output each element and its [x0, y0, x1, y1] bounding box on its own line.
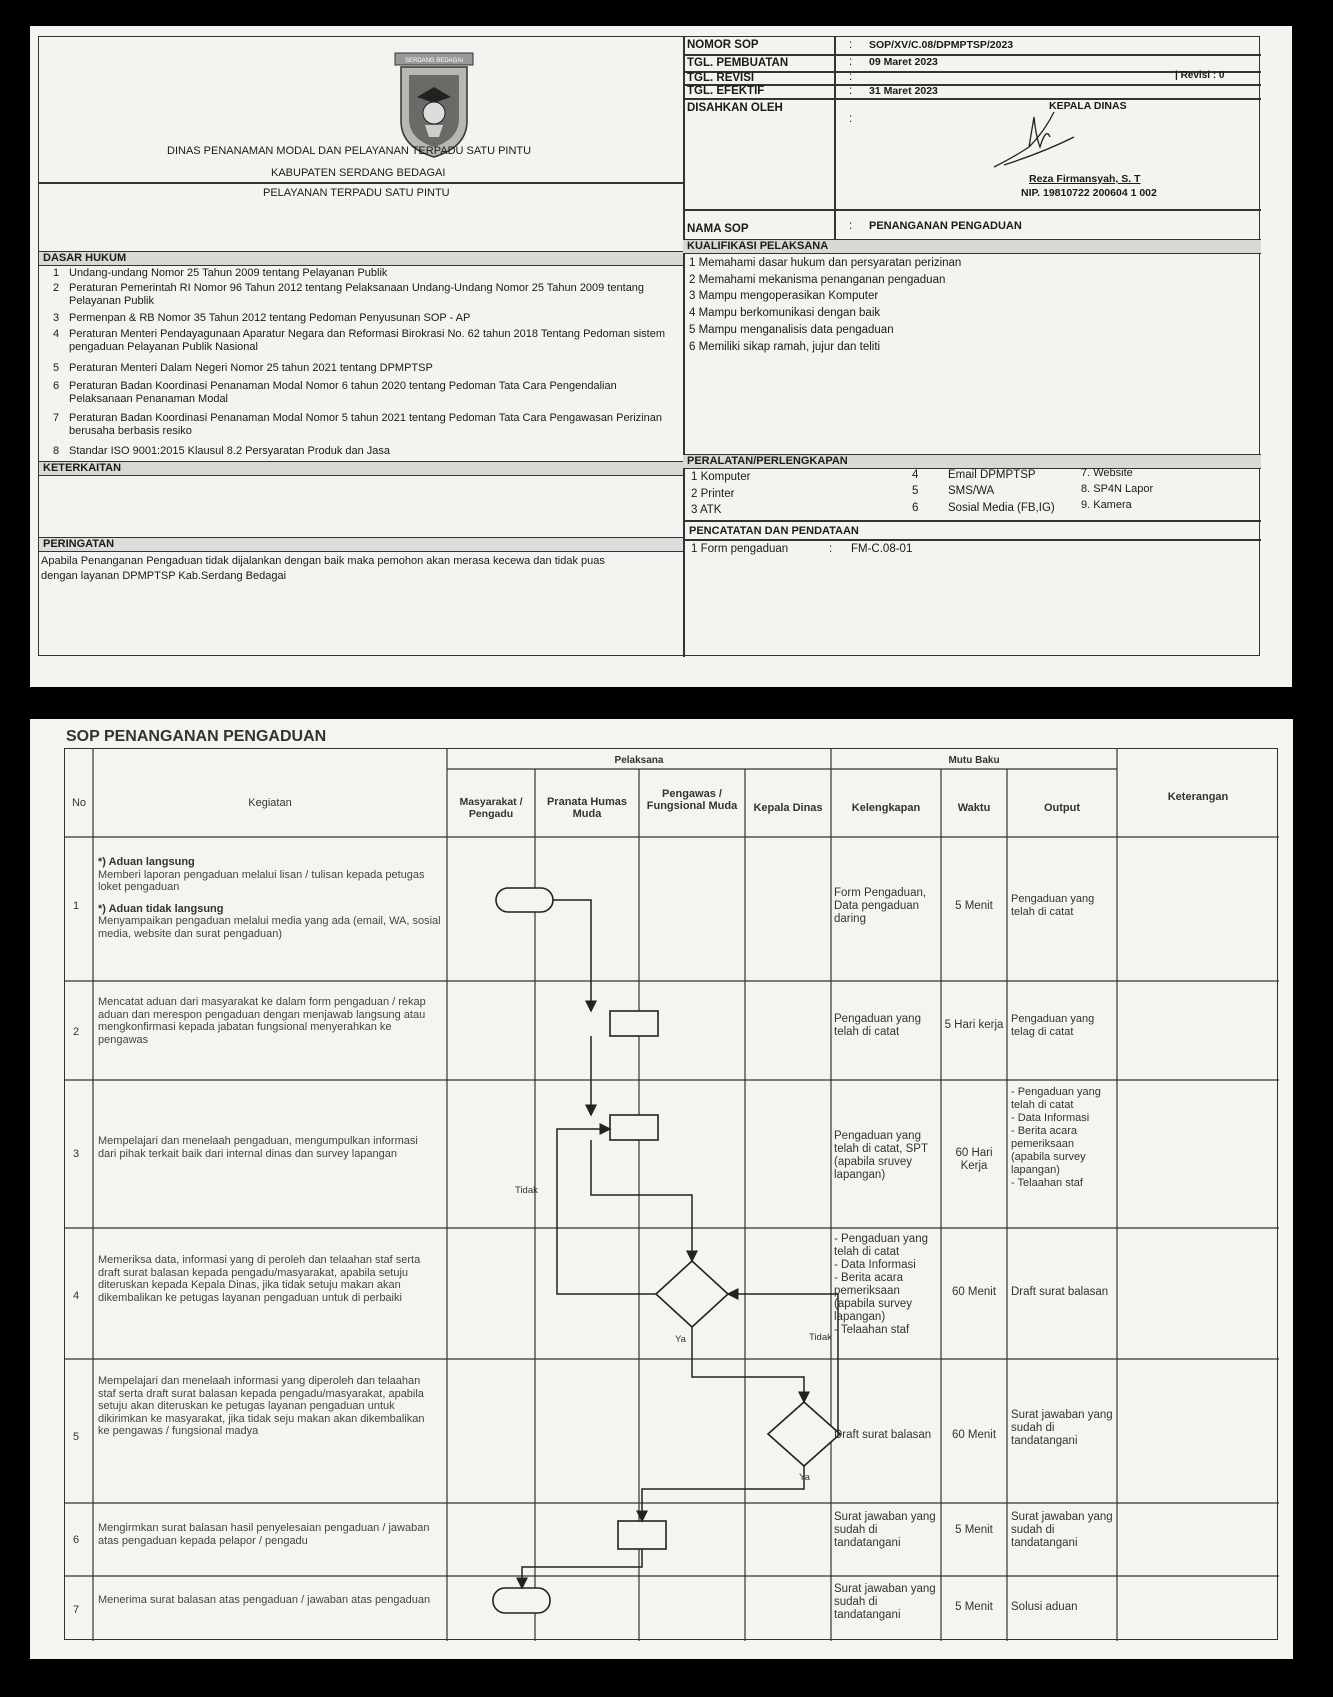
output-text: Solusi aduan — [1011, 1601, 1078, 1613]
header-waktu: Waktu — [957, 802, 991, 814]
nomor-sop-value: SOP/XV/C.08/DPMPTSP/2023 — [869, 39, 1014, 51]
waktu-text: 60 Hari Kerja — [955, 1147, 993, 1172]
tgl-efektif-label: TGL. EFEKTIF — [687, 85, 765, 97]
start-terminator — [496, 888, 553, 912]
output-text: Pengaduan yang telag di catat — [1011, 1013, 1095, 1038]
header-pengawas: Pengawas / Fungsional Muda — [646, 788, 738, 812]
list-item: 5 Mampu menganalisis data pengaduan — [689, 324, 894, 336]
list-item: 3 Permenpan & RB Nomor 35 Tahun 2012 tentang Pedoman Penyusunan SOP - AP — [52, 312, 471, 324]
kegiatan-text: Mempelajari dan menelaah pengaduan, mengumpulkan informasi dari pihak terkait baik dari internal dinas dan survey lapangan — [98, 1135, 418, 1160]
institution-name: DINAS PENANAMAN MODAL DAN PELAYANAN TERPADU SATU PINTU — [167, 145, 532, 157]
peringatan-text-2: dengan layanan DPMPTSP Kab.Serdang Bedagai — [41, 570, 287, 582]
pencatatan-item: 1 Form pengaduan — [691, 543, 789, 555]
kelengkapan-text: Surat jawaban yang sudah di tandatangani — [834, 1583, 936, 1621]
kualifikasi-title: KUALIFIKASI PELAKSANA — [683, 239, 1261, 254]
kegiatan-text: Mencatat aduan dari masyarakat ke dalam form pengaduan / rekap aduan dan merespon pengaduan dengan menjawab langsung atau mengkonfirmasi kepada jabatan fungsional menyerahkan ke pengawas — [98, 996, 426, 1046]
sop-flowchart-sheet — [30, 719, 1293, 1659]
header-pranata: Pranata Humas Muda — [546, 796, 628, 820]
process-step-2 — [610, 1011, 658, 1036]
nama-sop-value: PENANGANAN PENGADUAN — [869, 220, 1022, 232]
unit-name: PELAYANAN TERPADU SATU PINTU — [263, 187, 450, 199]
end-terminator — [493, 1588, 550, 1613]
list-item: 8 Standar ISO 9001:2015 Klausul 8.2 Persyaratan Produk dan Jasa — [52, 445, 391, 457]
output-text: - Pengaduan yang telah di catat - Data Informasi - Berita acara pemeriksaan (apabila survey lapangan) - Telaahan staf — [1011, 1086, 1101, 1189]
header-keterangan: Keterangan — [1167, 791, 1229, 803]
tgl-pembuatan-value: 09 Maret 2023 — [869, 56, 938, 68]
dasar-hukum-title: DASAR HUKUM — [39, 251, 683, 266]
list-item: 8. SP4N Lapor — [1081, 483, 1154, 495]
pencatatan-code: FM-C.08-01 — [851, 543, 913, 555]
waktu-text: 5 Menit — [955, 1601, 993, 1613]
list-item: 7. Website — [1081, 467, 1133, 479]
kegiatan-text: Menerima surat balasan atas pengaduan / jawaban atas pengaduan — [98, 1594, 431, 1606]
list-item: 4 Peraturan Menteri Pendayagunaan Aparatur Negara dan Reformasi Birokrasi No. 62 tahun 2018 Tentang Pedoman sistem pengaduan Pelayanan Publik Nasional — [52, 328, 665, 353]
page-title: SOP PENANGANAN PENGADUAN — [66, 728, 327, 745]
list-item: Sosial Media (FB,IG) — [948, 502, 1055, 514]
nama-sop-label: NAMA SOP — [687, 223, 749, 235]
decision-step-5 — [768, 1402, 840, 1466]
pencatatan-title: PENCATATAN DAN PENDATAAN — [689, 525, 859, 537]
label-tidak: Tidak — [809, 1332, 832, 1343]
list-item: 1 Komputer — [691, 471, 751, 483]
list-item: SMS/WA — [948, 485, 995, 497]
label-ya: Ya — [799, 1472, 810, 1483]
header-kelengkapan: Kelengkapan — [851, 802, 921, 814]
jabatan-label: KEPALA DINAS — [1049, 100, 1127, 112]
label-tidak: Tidak — [515, 1185, 538, 1196]
sop-flow-table — [64, 748, 1278, 1640]
svg-text:SERDANG BEDAGAI: SERDANG BEDAGAI — [404, 58, 464, 64]
process-step-6 — [618, 1521, 666, 1549]
list-item: 7 Peraturan Badan Koordinasi Penanaman Modal Nomor 5 tahun 2021 tentang Pedoman Tata Cara Pengawasan Perizinan berusaha berbasis resiko — [52, 412, 662, 437]
kegiatan-text: Memeriksa data, informasi yang di peroleh dan telaahan staf serta draft surat balasan kepada pengadu/masyarakat, apabila setuju diteruskan kepada Kepala Dinas, jika tidak setuju makan akan dikembalikan ke petugas layanan pengaduan untuk di perbaiki — [98, 1254, 421, 1304]
output-text: Surat jawaban yang sudah di tandatangani — [1011, 1409, 1113, 1447]
list-item: 1 Undang-undang Nomor 25 Tahun 2009 tentang Pelayanan Publik — [52, 267, 388, 279]
list-item: 1 Memahami dasar hukum dan persyaratan perizinan — [689, 257, 962, 269]
label-ya: Ya — [675, 1334, 686, 1345]
header-kegiatan: Kegiatan — [248, 797, 292, 809]
waktu-text: 5 Menit — [955, 1524, 993, 1536]
list-item: 2 Printer — [691, 488, 735, 500]
header-output: Output — [1043, 802, 1081, 814]
row-number: 3 — [73, 1148, 80, 1160]
list-item: 9. Kamera — [1081, 499, 1132, 511]
row-number: 5 — [73, 1431, 80, 1443]
output-text: Draft surat balasan — [1011, 1286, 1109, 1298]
kelengkapan-text: - Pengaduan yang telah di catat - Data Informasi - Berita acara pemeriksaan (apabila survey lapangan) - Telaahan staf — [834, 1233, 928, 1336]
row-number: 7 — [73, 1604, 80, 1616]
nomor-sop-label: NOMOR SOP — [687, 39, 759, 51]
list-item: 3 ATK — [691, 504, 722, 516]
kegiatan-text: Mempelajari dan menelaah informasi yang diperoleh dan telaahan staf serta draft surat balasan kepada pengadu/masyarakat, apabila setuju akan diteruskan ke petugas layanan pengaduan untuk dikirimkan ke masyarakat, jika tidak seju makan akan dikembalikan ke pengawas / fungsional madya — [98, 1375, 425, 1437]
kegiatan-text: *) Aduan langsung Memberi laporan pengaduan melalui lisan / tulisan kepada petugas loket pengaduan *) Aduan tidak langsung Menyampaikan pengaduan melalui media yang ada (email, WA, sosial media, website dan surat pengaduan) — [98, 856, 441, 940]
signer-name: Reza Firmansyah, S. T — [1029, 173, 1141, 185]
decision-step-4 — [656, 1261, 728, 1327]
tgl-efektif-value: 31 Maret 2023 — [869, 85, 938, 97]
list-item: Email DPMPTSP — [948, 469, 1036, 481]
waktu-text: 60 Menit — [951, 1286, 997, 1298]
kelengkapan-text: Draft surat balasan — [834, 1429, 932, 1441]
row-number: 1 — [73, 900, 80, 912]
list-item: 4 Mampu berkomunikasi dengan baik — [689, 307, 881, 319]
sop-identity-sheet — [30, 26, 1292, 687]
list-item: 2 Peraturan Pemerintah RI Nomor 96 Tahun 2012 tentang Pelaksanaan Undang-Undang Nomor 25 Tahun 2009 tentang Pelayanan Publik — [52, 282, 645, 307]
tgl-pembuatan-label: TGL. PEMBUATAN — [687, 57, 789, 69]
peralatan-title: PERALATAN/PERLENGKAPAN — [683, 454, 1261, 469]
output-text: Surat jawaban yang sudah di tandatangani — [1011, 1511, 1113, 1549]
kelengkapan-text: Surat jawaban yang sudah di tandatangani — [834, 1511, 936, 1549]
header-kepala: Kepala Dinas — [753, 802, 823, 814]
waktu-text: 5 Menit — [955, 900, 993, 912]
revisi-number: | Revisi : 0 — [1175, 70, 1225, 81]
list-item: 2 Memahami mekanisma penanganan pengaduan — [689, 274, 946, 286]
header-masyarakat: Masyarakat / Pengadu — [459, 796, 523, 820]
kelengkapan-text: Pengaduan yang telah di catat, SPT (apabila sruvey lapangan) — [834, 1130, 928, 1181]
header-mutu-baku: Mutu Baku — [948, 755, 1000, 766]
row-number: 6 — [73, 1534, 80, 1546]
kelengkapan-text: Pengaduan yang telah di catat — [834, 1013, 921, 1038]
process-step-3 — [610, 1115, 658, 1140]
list-item: 5 Peraturan Menteri Dalam Negeri Nomor 25 tahun 2021 tentang DPMPTSP — [52, 362, 433, 374]
keterkaitan-title: KETERKAITAN — [39, 461, 683, 476]
row-number: 2 — [73, 1026, 80, 1038]
peringatan-text-1: Apabila Penanganan Pengaduan tidak dijalankan dengan baik maka pemohon akan merasa kecewa dan tidak puas — [41, 555, 605, 567]
waktu-text: 5 Hari kerja — [944, 1019, 1004, 1031]
regency-name: KABUPATEN SERDANG BEDAGAI — [271, 167, 446, 179]
list-item: 3 Mampu mengoperasikan Komputer — [689, 290, 879, 302]
list-item: 6 Peraturan Badan Koordinasi Penanaman Modal Nomor 6 tahun 2020 tentang Pedoman Tata Cara Pengendalian Pelaksanaan Penanaman Modal — [52, 380, 617, 405]
waktu-text: 60 Menit — [951, 1429, 997, 1441]
list-item: 6 Memiliki sikap ramah, jujur dan teliti — [689, 341, 881, 353]
signer-nip: NIP. 19810722 200604 1 002 — [1021, 187, 1157, 199]
kegiatan-text: Mengirmkan surat balasan hasil penyelesaian pengaduan / jawaban atas pengaduan kepada pelapor / pengadu — [98, 1522, 430, 1547]
tgl-revisi-label: TGL. REVISI — [687, 72, 755, 84]
row-number: 4 — [73, 1290, 80, 1302]
kelengkapan-text: Form Pengaduan, Data pengaduan daring — [834, 887, 927, 925]
header-no: No — [71, 797, 87, 809]
output-text: Pengaduan yang telah di catat — [1011, 893, 1095, 918]
disahkan-label: DISAHKAN OLEH — [687, 102, 783, 114]
signature-icon — [974, 107, 1084, 177]
identity-table: SERDANG BEDAGAI DINAS PENANAMAN MODAL DAN PELAYANAN TERPADU SATU PINTU KABUPATEN SERDANG BEDAGAI PELAYANAN TERPADU SATU PINTU NOMOR SOP : SOP/XV/C.08/DPMPTSP/2023 TGL. PEMBUATAN : 09 Maret 2023 TGL. REVISI : | Revisi : 0 TGL. EFEKTIF : 31 Maret 2023 DISAHKAN OLEH : KEPALA DINAS Reza Firmansyah, S. T NIP. 19810722 200604 1 002 NAMA SOP : PENANGANAN PENGADUAN DASAR HUKUM KUALIFIKASI PELAKSANA 1 Undang-undang Nomor 25 Tahun 2009 tentang Pelayanan Publik 2 Peraturan Pemerintah RI Nomor 96 Tahun 2012 tentang Pelaksanaan Undang-Undang Nomor 25 Tahun 2009 tentang Pelayanan Publik 3 Permenpan & RB Nomor 35 Tahun 2012 tentang Pedoman Penyusunan SOP - AP 4 Peraturan Menteri Pendayagunaan Aparatur Negara dan Reformasi Birokrasi No. 62 tahun 2018 Tentang Pedoman sistem pengaduan Pelayanan Publik Nasional 5 Peraturan Menteri Dalam Negeri Nomor 25 tahun 2021 tentang DPMPTSP 6 Peraturan Badan Koordinasi Penanaman Modal Nomor 6 tahun 2020 tentang Pedoman Tata Cara Pengendalian Pelaksanaan Penanaman Modal 7 Peraturan Badan Koordinasi Penanaman Modal Nomor 5 tahun 2021 tentang Pedoman Tata Cara Pengawasan Perizinan berusaha berbasis resiko 8 Standar ISO 9001:2015 Klausul 8.2 Persyaratan Produk dan Jasa 1 Memahami dasar hukum dan persyaratan perizinan 2 Memahami mekanisma penanganan pengaduan 3 Mampu mengoperasikan Komputer 4 Mampu berkomunikasi dengan baik 5 Mampu menganalisis data pengaduan 6 Memiliki sikap ramah, jujur dan teliti KETERKAITAN PERALATAN/PERLENGKAPAN 1 Komputer 2 Printer 3 ATK 4 5 6 Email DPMPTSP SMS/WA Sosial Media (FB,IG) 7. Website 8. SP4N Lapor 9. Kamera PENCATATAN DAN PENDATAAN 1 Form pengaduan : FM-C.08-01 PERINGATAN Apabila Penanganan Pengaduan tidak dijalankan dengan baik maka pemohon akan merasa kecewa dan tidak puas dengan layanan DPMPTSP Kab.Serdang Bedagai — [38, 36, 1260, 656]
header-pelaksana: Pelaksana — [614, 755, 664, 766]
peringatan-title: PERINGATAN — [39, 537, 683, 552]
